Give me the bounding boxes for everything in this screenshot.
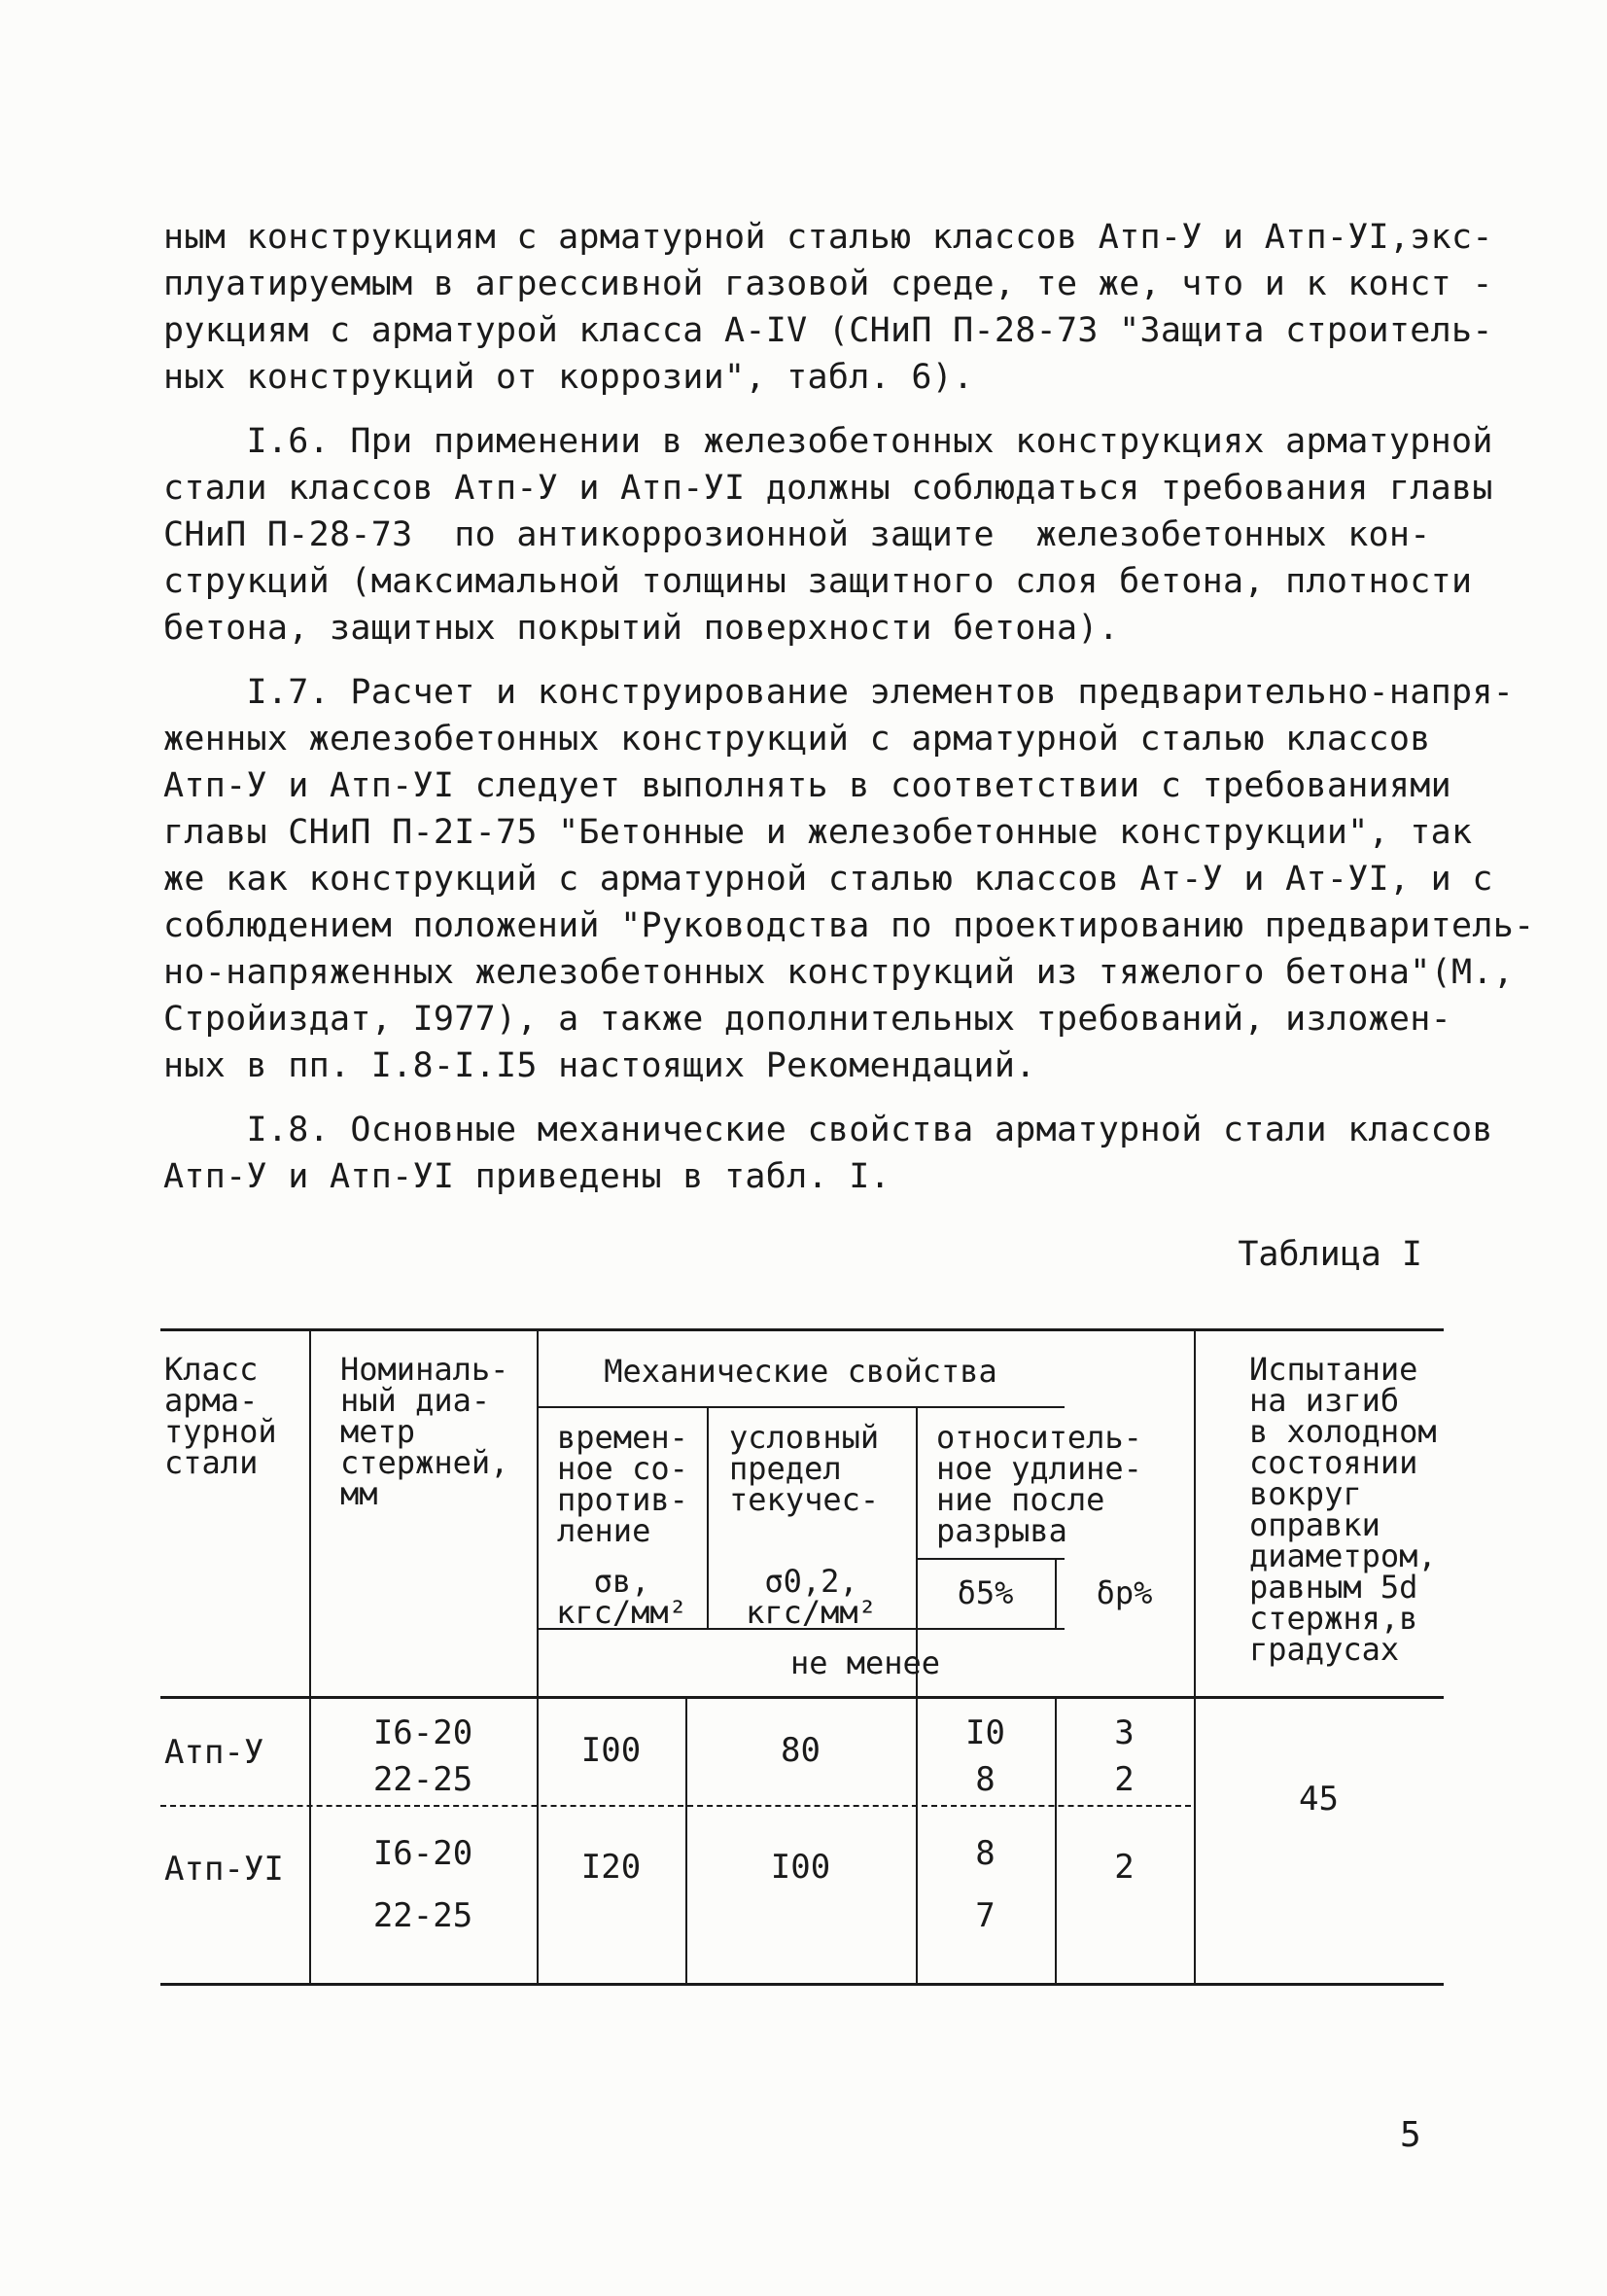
elong-header-rule xyxy=(916,1558,1065,1560)
row1-delta5: I0 8 xyxy=(965,1713,1005,1799)
paragraph-gap xyxy=(163,1089,1447,1107)
table-top-rule xyxy=(160,1328,1444,1331)
mech-header-rule xyxy=(537,1406,1065,1408)
text-line: I.6. При применении в железобетонных конструкциях арматурной xyxy=(163,422,1493,461)
header-min: не менее xyxy=(789,1644,941,1681)
header-mechanical: Механические свойства xyxy=(604,1353,997,1390)
text-line: СНиП П-28-73 по антикоррозионной защите железобетонных кон- xyxy=(163,515,1431,554)
header-temp-unit: σв, кгс/мм² xyxy=(556,1563,687,1631)
text-line: бетона, защитных покрытий поверхности бетона). xyxy=(163,609,1120,648)
text-line: I.8. Основные механические свойства арматурной стали классов xyxy=(163,1111,1493,1149)
row1-deltap: 3 2 xyxy=(1114,1713,1135,1799)
text-line: Атп-У и Атп-УI следует выполнять в соответствии с требованиями xyxy=(163,766,1452,805)
header-deltap: δр% xyxy=(1096,1574,1153,1611)
paragraph-gap xyxy=(163,401,1447,418)
row2-diameters: I6-20 22-25 xyxy=(372,1834,473,1935)
row1-diameters: I6-20 22-25 xyxy=(372,1713,473,1799)
row2-yield: I00 xyxy=(770,1848,831,1887)
table-bottom-rule xyxy=(160,1983,1444,1986)
row1-temp: I00 xyxy=(580,1731,642,1770)
row2-deltap: 2 xyxy=(1114,1848,1135,1887)
body-text xyxy=(163,214,1535,1200)
header-yield-unit: σ0,2, кгс/мм² xyxy=(746,1563,877,1631)
text-line: Атп-У и Атп-УI приведены в табл. I. xyxy=(163,1157,891,1196)
text-line: ных конструкций от коррозии", табл. 6). xyxy=(163,358,974,397)
paragraph-gap xyxy=(163,652,1447,669)
text-line: главы СНиП П-2I-75 "Бетонные и железобетонные конструкции", так xyxy=(163,813,1473,852)
row2-temp: I20 xyxy=(580,1848,642,1887)
text-line: рукциям с арматурой класса А-IV (СНиП П-28-73 "Защита строитель- xyxy=(163,311,1493,350)
row2-delta5: 8 7 xyxy=(975,1834,996,1935)
text-line: плуатируемым в агрессивной газовой среде, те же, что и к конст - xyxy=(163,265,1493,303)
table-caption: Таблица I xyxy=(1238,1235,1422,1274)
text-line: но-напряженных железобетонных конструкций из тяжелого бетона"(М., xyxy=(163,953,1515,992)
row1-yield: 80 xyxy=(781,1731,821,1770)
text-line: ным конструкциям с арматурной сталью классов Атп-У и Атп-УI,экс- xyxy=(163,218,1493,257)
header-class: Класс арма- турной стали xyxy=(164,1351,277,1481)
col-rule xyxy=(1194,1328,1196,1985)
text-line: струкций (максимальной толщины защитного слоя бетона, плотности xyxy=(163,562,1473,601)
text-line: Стройиздат, I977), а также дополнительных требований, изложен- xyxy=(163,1000,1452,1039)
header-yield: условный предел текучес- xyxy=(729,1419,880,1518)
bend-value: 45 xyxy=(1299,1780,1339,1819)
page-number: 5 xyxy=(1400,2115,1421,2155)
row-divider xyxy=(160,1805,1191,1807)
row2-class: Атп-УI xyxy=(164,1850,284,1889)
header-diameter: Номиналь- ный диа- метр стержней, мм xyxy=(340,1351,509,1512)
header-bend: Испытание на изгиб в холодном состоянии вокруг оправки диаметром, равным 5d стержня,в градусах xyxy=(1249,1351,1437,1668)
text-line: же как конструкций с арматурной сталью классов Ат-У и Ат-УI, и с xyxy=(163,860,1493,899)
text-line: I.7. Расчет и конструирование элементов предварительно-напря- xyxy=(163,673,1515,712)
header-temp: времен- ное со- против- ление xyxy=(557,1419,688,1549)
properties-table xyxy=(160,1328,1444,1986)
header-elongation: относитель- ное удлине- ние после разрыва xyxy=(936,1419,1142,1549)
header-bottom-rule xyxy=(160,1696,1444,1699)
text-line: женных железобетонных конструкций с арматурной сталью классов xyxy=(163,720,1431,759)
text-line: соблюдением положений "Руководства по проектированию предваритель- xyxy=(163,906,1535,945)
row1-class: Атп-У xyxy=(164,1733,264,1772)
header-delta5: δ5% xyxy=(957,1574,1014,1611)
text-line: ных в пп. I.8-I.I5 настоящих Рекомендаций. xyxy=(163,1046,1036,1085)
text-line: стали классов Атп-У и Атп-УI должны соблюдаться требования главы xyxy=(163,469,1493,508)
